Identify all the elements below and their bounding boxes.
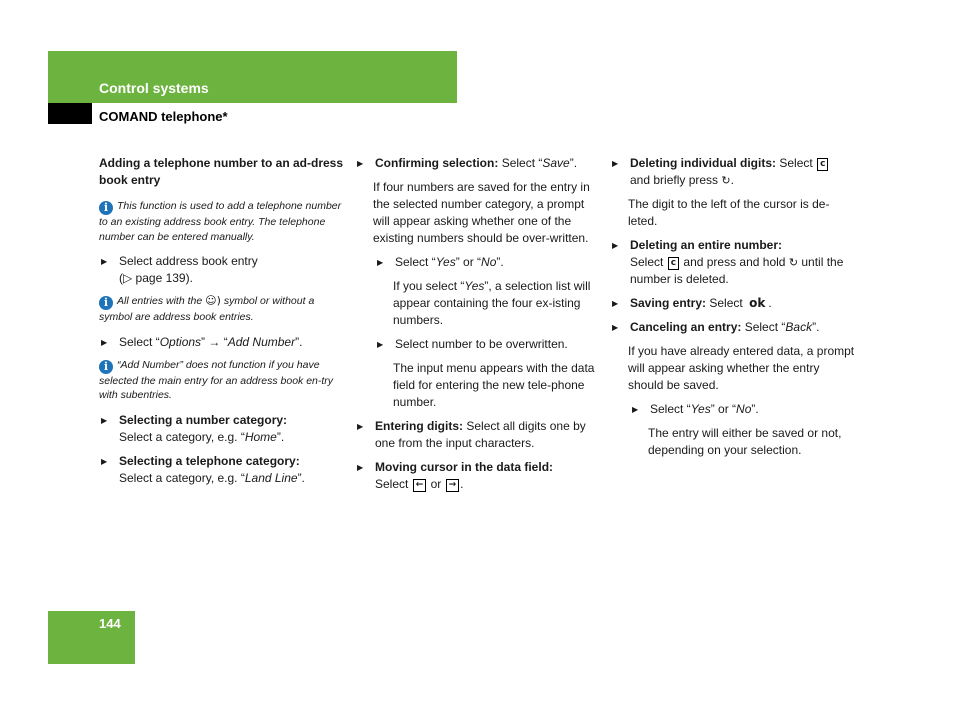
step-telephone-category: ▶ Selecting a telephone category: Select a category, e.g. “Land Line”. — [99, 453, 344, 487]
page-number: 144 — [99, 616, 121, 631]
final-paragraph: The entry will either be saved or not, depending on your selection. — [648, 426, 842, 457]
step-save-entry: ▶ Saving entry: Select ok . — [610, 295, 855, 312]
step-confirm: ▶ Confirming selection: Select “Save”. — [355, 155, 600, 172]
column-3 — [610, 155, 855, 466]
step-delete-digits: ▶ Deleting individual digits: Select c and briefly press ↻. — [610, 155, 855, 189]
step-moving-cursor: ▶ Moving cursor in the data field: Select ← or → . — [355, 459, 600, 493]
voice-tag-icon: ☺) — [205, 294, 221, 307]
delete-paragraph: The digit to the left of the cursor is de-leted. — [628, 197, 830, 228]
step-delete-number: ▶ Deleting an entire number: Select c and press and hold ↻ until the number is deleted. — [610, 237, 855, 288]
page-number-tab — [48, 611, 135, 664]
ok-icon: ok — [749, 296, 766, 310]
step-cancel-entry: ▶ Canceling an entry: Select “Back”. — [610, 319, 855, 336]
step-entering-digits: ▶ Entering digits: Select all digits one by one from the input characters. — [355, 418, 600, 452]
step-yes-no: ▶ Select “Yes” or “No”. — [375, 254, 600, 271]
input-paragraph: The input menu appears with the data field for entering the new tele-phone number. — [393, 361, 595, 409]
clear-key-icon: c — [817, 158, 828, 171]
step-yes-no: ▶ Select “Yes” or “No”. — [630, 401, 855, 418]
chapter-marker — [48, 103, 92, 124]
rotary-dial-icon: ↻ — [788, 256, 799, 269]
step-options: ▶ Select “Options” → “Add Number”. — [99, 334, 344, 351]
confirm-paragraph: If four numbers are saved for the entry in the selected number category, a prompt will appear asking whether one of the existing numbers should be over-written. — [373, 180, 590, 245]
arrow-left-icon: ← — [413, 479, 427, 492]
clear-key-icon: c — [668, 257, 679, 270]
info-note: i This function is used to add a telephone number to an existing address book entry. The telephone number can be entered manually. — [99, 200, 342, 243]
arrow-right-icon: → — [446, 479, 460, 492]
info-icon: i — [99, 201, 113, 215]
section-heading: Adding a telephone number to an ad-dress book entry — [99, 156, 344, 187]
column-2 — [355, 155, 600, 500]
info-note: i “Add Number” does not function if you have selected the main entry for an address book en-try with subentries. — [99, 358, 334, 401]
section-title: Control systems — [99, 80, 209, 96]
subsection-title: COMAND telephone* — [99, 109, 228, 124]
info-note: i All entries with the ☺) symbol or without a symbol are address book entries. — [99, 294, 315, 323]
rotary-dial-icon: ↻ — [721, 174, 731, 187]
step-number-category: ▶ Selecting a number category: Select a category, e.g. “Home”. — [99, 412, 344, 446]
column-1 — [99, 155, 344, 494]
yes-paragraph: If you select “Yes”, a selection list will appear containing the four ex-isting numbers. — [393, 279, 591, 327]
info-icon: i — [99, 360, 113, 374]
cancel-paragraph: If you have already entered data, a prompt will appear asking whether the entry should be saved. — [628, 344, 855, 392]
info-icon: i — [99, 296, 113, 310]
step-select-entry: ▶ Select address book entry (▷ page 139). — [99, 253, 344, 287]
step-overwrite: ▶ Select number to be overwritten. — [375, 336, 600, 353]
